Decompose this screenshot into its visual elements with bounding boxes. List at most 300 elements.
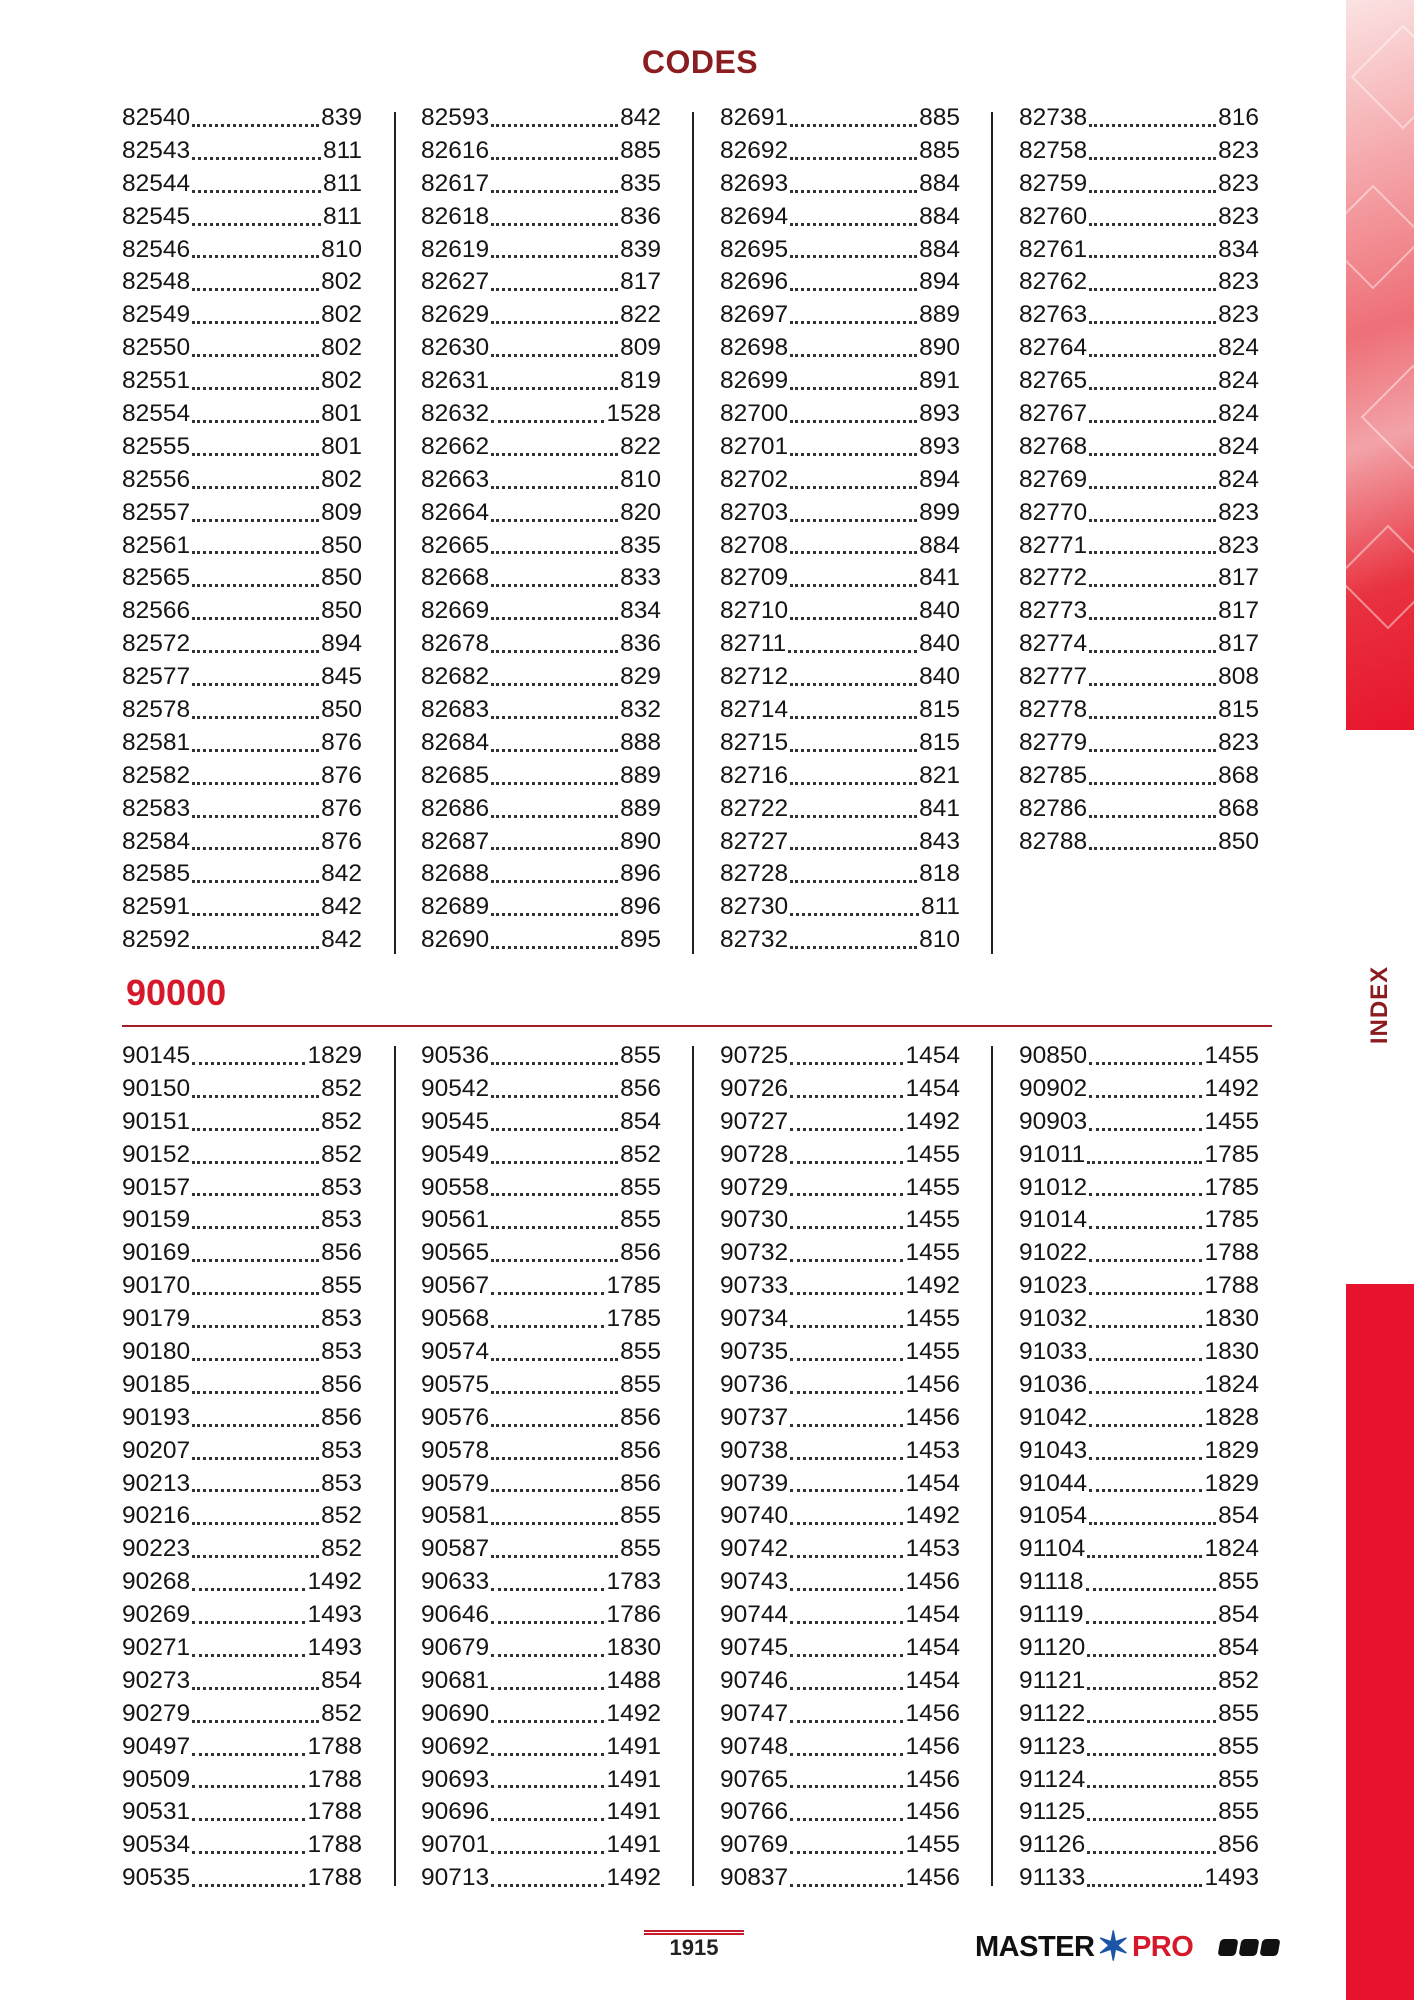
index-entry <box>720 1566 960 1599</box>
entry-code: 82691 <box>720 104 789 131</box>
entry-page: 1829 <box>1204 1469 1259 1497</box>
index-entry <box>421 891 661 924</box>
index-column <box>720 1040 960 1895</box>
index-entry <box>421 793 661 826</box>
entry-page: 896 <box>620 893 661 921</box>
entry-code: 90734 <box>720 1305 789 1333</box>
dot-leader <box>1089 354 1216 357</box>
index-entry <box>1019 1336 1259 1369</box>
index-entry <box>1019 1270 1259 1303</box>
entry-code: 82788 <box>1019 827 1088 855</box>
index-entry <box>720 793 960 826</box>
entry-page: 1829 <box>307 1042 362 1069</box>
entry-page: 839 <box>620 235 661 263</box>
dot-leader <box>192 1555 319 1558</box>
entry-code: 90737 <box>720 1403 789 1431</box>
entry-code: 82758 <box>1019 136 1088 164</box>
dot-leader <box>1087 1785 1216 1788</box>
entry-code: 90185 <box>122 1370 191 1398</box>
index-entry <box>122 760 362 793</box>
dot-leader <box>790 157 917 160</box>
entry-code: 82697 <box>720 301 789 329</box>
entry-page: 843 <box>919 827 960 855</box>
index-entry <box>421 1270 661 1303</box>
dot-leader <box>790 420 917 423</box>
entry-page: 840 <box>919 630 960 658</box>
dot-leader <box>491 486 618 489</box>
entry-code: 82584 <box>122 827 191 855</box>
index-entry <box>122 1796 362 1829</box>
entry-code: 82770 <box>1019 498 1088 526</box>
index-entry <box>421 1698 661 1731</box>
entry-code: 90568 <box>421 1305 490 1333</box>
dot-leader <box>192 551 319 554</box>
entry-code: 82566 <box>122 597 191 625</box>
dot-leader <box>790 1358 903 1361</box>
index-entry <box>122 497 362 530</box>
entry-page: 855 <box>620 1535 661 1563</box>
entry-code: 82627 <box>421 268 490 296</box>
index-entry <box>122 1862 362 1895</box>
dot-leader <box>790 815 917 818</box>
index-entry <box>421 1073 661 1106</box>
entry-code: 90837 <box>720 1864 789 1892</box>
index-entry <box>1019 760 1259 793</box>
entry-code: 91054 <box>1019 1502 1088 1530</box>
index-entry <box>122 431 362 464</box>
entry-page: 1788 <box>307 1732 362 1760</box>
entry-code: 82701 <box>720 432 789 460</box>
entry-page: 1528 <box>606 400 661 428</box>
entry-page: 852 <box>1218 1666 1259 1694</box>
entry-code: 90567 <box>421 1272 490 1300</box>
index-entry <box>122 1336 362 1369</box>
dot-leader <box>192 1457 319 1460</box>
entry-code: 82548 <box>122 268 191 296</box>
entry-code: 90561 <box>421 1206 490 1234</box>
entry-page: 818 <box>919 860 960 888</box>
index-entry <box>1019 1237 1259 1270</box>
dot-leader <box>491 1785 604 1788</box>
index-entry <box>122 234 362 267</box>
dot-leader <box>1087 1884 1202 1887</box>
column-divider <box>692 112 694 954</box>
dot-leader <box>192 190 321 193</box>
entry-page: 852 <box>321 1074 362 1102</box>
index-entry <box>122 1303 362 1336</box>
entry-page: 802 <box>321 334 362 362</box>
entry-code: 82708 <box>720 531 789 559</box>
dot-leader <box>192 1424 319 1427</box>
index-entry <box>1019 1468 1259 1501</box>
entry-code: 90273 <box>122 1666 191 1694</box>
dot-leader <box>491 1884 604 1887</box>
index-entry <box>1019 1139 1259 1172</box>
dot-leader <box>790 1588 903 1591</box>
entry-code: 82540 <box>122 104 191 131</box>
index-entry <box>720 1270 960 1303</box>
index-entry <box>421 201 661 234</box>
index-entry <box>421 497 661 530</box>
dot-leader <box>192 1226 319 1229</box>
dot-leader <box>790 486 917 489</box>
entry-code: 90145 <box>122 1042 191 1069</box>
entry-code: 90633 <box>421 1568 490 1596</box>
index-entry <box>122 168 362 201</box>
brand-mark-icon <box>1219 1939 1282 1956</box>
index-entry <box>1019 201 1259 234</box>
entry-page: 835 <box>620 169 661 197</box>
entry-page: 852 <box>321 1699 362 1727</box>
dot-leader <box>192 1884 305 1887</box>
dot-leader <box>192 1292 319 1295</box>
dot-leader <box>192 1621 305 1624</box>
index-entry <box>122 1500 362 1533</box>
entry-page: 855 <box>321 1272 362 1300</box>
entry-code: 82699 <box>720 367 789 395</box>
index-entry <box>720 1862 960 1895</box>
dot-leader <box>1087 1555 1202 1558</box>
entry-code: 82686 <box>421 794 490 822</box>
entry-code: 90903 <box>1019 1107 1088 1135</box>
entry-page: 1788 <box>307 1864 362 1892</box>
entry-code: 90509 <box>122 1765 191 1793</box>
dot-leader <box>192 486 319 489</box>
page-title: CODES <box>641 44 759 80</box>
entry-page: 823 <box>1218 301 1259 329</box>
dot-leader <box>491 1457 618 1460</box>
entry-page: 894 <box>919 465 960 493</box>
entry-page: 841 <box>919 564 960 592</box>
entry-page: 802 <box>321 301 362 329</box>
dot-leader <box>1089 650 1216 653</box>
entry-page: 1788 <box>1204 1272 1259 1300</box>
section-heading: 90000 <box>126 972 227 1013</box>
dot-leader <box>192 1193 319 1196</box>
entry-page: 810 <box>321 235 362 263</box>
entry-code: 82618 <box>421 202 490 230</box>
entry-page: 850 <box>321 531 362 559</box>
entry-code: 90690 <box>421 1699 490 1727</box>
entry-code: 91133 <box>1019 1864 1086 1892</box>
index-entry <box>720 1204 960 1237</box>
entry-page: 1455 <box>905 1831 960 1859</box>
dot-leader <box>790 749 917 752</box>
entry-page: 1493 <box>307 1634 362 1662</box>
entry-code: 90850 <box>1019 1042 1088 1069</box>
entry-page: 1455 <box>905 1305 960 1333</box>
index-entry <box>720 299 960 332</box>
entry-code: 82777 <box>1019 663 1088 691</box>
entry-page: 885 <box>620 136 661 164</box>
logo-word-pro: PRO <box>1131 1930 1194 1963</box>
dot-leader <box>1089 584 1216 587</box>
dot-leader <box>192 1851 305 1854</box>
entry-page: 889 <box>919 301 960 329</box>
entry-code: 90765 <box>720 1765 789 1793</box>
dot-leader <box>1089 1062 1202 1065</box>
entry-page: 840 <box>919 597 960 625</box>
index-entry <box>720 168 960 201</box>
entry-page: 1785 <box>1204 1173 1259 1201</box>
entry-page: 856 <box>620 1239 661 1267</box>
entry-code: 90743 <box>720 1568 789 1596</box>
index-entry <box>421 1533 661 1566</box>
dot-leader <box>790 1193 903 1196</box>
index-entry <box>122 1731 362 1764</box>
dot-leader <box>192 847 319 850</box>
index-entry <box>122 1204 362 1237</box>
entry-page: 853 <box>321 1305 362 1333</box>
entry-code: 91122 <box>1019 1699 1086 1727</box>
entry-code: 82722 <box>720 794 789 822</box>
entry-code: 82583 <box>122 794 191 822</box>
decorative-diamond <box>1346 185 1414 290</box>
dot-leader <box>491 584 618 587</box>
entry-page: 842 <box>620 104 661 131</box>
entry-page: 1785 <box>1204 1206 1259 1234</box>
dot-leader <box>491 1193 618 1196</box>
dot-leader <box>491 617 618 620</box>
index-entry <box>720 1402 960 1435</box>
entry-page: 1456 <box>905 1370 960 1398</box>
entry-code: 90575 <box>421 1370 490 1398</box>
dot-leader <box>790 946 917 949</box>
entry-code: 82759 <box>1019 169 1088 197</box>
entry-code: 90735 <box>720 1338 789 1366</box>
index-column <box>1019 102 1259 957</box>
index-entry <box>421 562 661 595</box>
entry-page: 1824 <box>1204 1535 1259 1563</box>
dot-leader <box>192 1358 319 1361</box>
dot-leader <box>192 354 319 357</box>
dot-leader <box>1089 223 1216 226</box>
index-entry <box>720 266 960 299</box>
index-entry <box>122 1369 362 1402</box>
entry-page: 855 <box>1218 1568 1259 1596</box>
entry-code: 82763 <box>1019 301 1088 329</box>
dot-leader <box>491 1062 618 1065</box>
index-entry <box>421 1599 661 1632</box>
index-entry <box>1019 102 1259 135</box>
entry-code: 90169 <box>122 1239 191 1267</box>
entry-page: 1785 <box>606 1272 661 1300</box>
index-entry <box>1019 1796 1259 1829</box>
entry-page: 853 <box>321 1338 362 1366</box>
entry-page: 888 <box>620 728 661 756</box>
entry-page: 1456 <box>905 1765 960 1793</box>
index-entry <box>421 1336 661 1369</box>
index-entry <box>720 1764 960 1797</box>
index-entry <box>1019 1204 1259 1237</box>
entry-page: 839 <box>321 104 362 131</box>
entry-page: 1454 <box>905 1634 960 1662</box>
index-entry <box>122 1599 362 1632</box>
index-entry <box>122 891 362 924</box>
entry-code: 82778 <box>1019 696 1088 724</box>
dot-leader <box>491 519 618 522</box>
dot-leader <box>491 1654 604 1657</box>
entry-code: 90578 <box>421 1436 490 1464</box>
index-entry <box>421 266 661 299</box>
entry-page: 815 <box>919 728 960 756</box>
side-decoration-top <box>1346 0 1414 730</box>
index-entry <box>122 1402 362 1435</box>
index-entry <box>1019 661 1259 694</box>
dot-leader <box>192 1062 305 1065</box>
dot-leader <box>790 1522 903 1525</box>
dot-leader <box>192 1818 305 1821</box>
entry-page: 815 <box>919 696 960 724</box>
entry-code: 90739 <box>720 1469 789 1497</box>
index-entry <box>122 1764 362 1797</box>
entry-code: 82761 <box>1019 235 1088 263</box>
entry-code: 82785 <box>1019 761 1088 789</box>
dot-leader <box>790 1161 903 1164</box>
entry-code: 82769 <box>1019 465 1088 493</box>
entry-code: 90744 <box>720 1601 789 1629</box>
dot-leader <box>192 880 319 883</box>
index-tab-label: INDEX <box>1366 965 1394 1045</box>
dot-leader <box>192 782 319 785</box>
entry-page: 854 <box>1218 1502 1259 1530</box>
dot-leader <box>491 288 618 291</box>
entry-code: 82668 <box>421 564 490 592</box>
entry-code: 90579 <box>421 1469 490 1497</box>
dot-leader <box>192 124 319 127</box>
decorative-diamond <box>1346 525 1414 630</box>
dot-leader <box>491 387 618 390</box>
entry-code: 90180 <box>122 1338 191 1366</box>
entry-page: 894 <box>321 630 362 658</box>
index-entry <box>720 562 960 595</box>
dot-leader <box>790 551 917 554</box>
index-entry <box>122 694 362 727</box>
index-entry <box>720 1665 960 1698</box>
dot-leader <box>1089 157 1216 160</box>
dot-leader <box>1089 420 1216 423</box>
dot-leader <box>790 1259 903 1262</box>
entry-code: 82688 <box>421 860 490 888</box>
dot-leader <box>790 782 917 785</box>
entry-page: 1828 <box>1204 1403 1259 1431</box>
entry-code: 90713 <box>421 1864 490 1892</box>
index-entry <box>421 299 661 332</box>
entry-code: 82593 <box>421 104 490 131</box>
index-entry <box>421 1468 661 1501</box>
entry-page: 1454 <box>905 1042 960 1069</box>
entry-page: 834 <box>1218 235 1259 263</box>
entry-code: 90157 <box>122 1173 191 1201</box>
entry-code: 90742 <box>720 1535 789 1563</box>
entry-code: 82557 <box>122 498 191 526</box>
index-entry <box>421 1040 661 1073</box>
entry-page: 1492 <box>905 1502 960 1530</box>
entry-code: 82619 <box>421 235 490 263</box>
entry-page: 1788 <box>307 1831 362 1859</box>
entry-page: 1785 <box>606 1305 661 1333</box>
dot-leader <box>192 1588 305 1591</box>
dot-leader <box>491 1720 604 1723</box>
entry-page: 842 <box>321 860 362 888</box>
entry-code: 90565 <box>421 1239 490 1267</box>
entry-code: 90207 <box>122 1436 191 1464</box>
entry-page: 809 <box>321 498 362 526</box>
dot-leader <box>491 1489 618 1492</box>
entry-code: 82709 <box>720 564 789 592</box>
index-entry <box>1019 1731 1259 1764</box>
section-heading-rule <box>122 1025 1272 1027</box>
entry-code: 90581 <box>421 1502 490 1530</box>
dot-leader <box>1089 716 1216 719</box>
dot-leader <box>790 1785 903 1788</box>
dot-leader <box>1089 255 1216 258</box>
dot-leader <box>790 1292 903 1295</box>
entry-code: 82774 <box>1019 630 1088 658</box>
entry-code: 82711 <box>720 630 787 658</box>
index-entry <box>421 1665 661 1698</box>
entry-code: 90728 <box>720 1140 789 1168</box>
entry-code: 90701 <box>421 1831 490 1859</box>
index-entry <box>1019 234 1259 267</box>
entry-code: 82591 <box>122 893 191 921</box>
index-entry <box>720 661 960 694</box>
entry-page: 1786 <box>606 1601 661 1629</box>
entry-page: 895 <box>620 926 661 954</box>
entry-page: 852 <box>620 1140 661 1168</box>
dot-leader <box>790 1325 903 1328</box>
index-entry <box>720 1435 960 1468</box>
dot-leader <box>1087 1851 1216 1854</box>
entry-page: 1492 <box>307 1568 362 1596</box>
dot-leader <box>790 1621 903 1624</box>
dot-leader <box>192 1687 319 1690</box>
index-entry <box>1019 464 1259 497</box>
index-entry <box>1019 562 1259 595</box>
index-entry <box>421 1303 661 1336</box>
entry-page: 852 <box>321 1140 362 1168</box>
entry-code: 90542 <box>421 1074 490 1102</box>
entry-code: 90693 <box>421 1765 490 1793</box>
entry-page: 801 <box>321 432 362 460</box>
dot-leader <box>192 255 319 258</box>
dot-leader <box>790 1128 903 1131</box>
index-tab <box>1346 960 1414 1050</box>
entry-page: 822 <box>620 301 661 329</box>
index-entry <box>720 727 960 760</box>
index-entry <box>720 1369 960 1402</box>
entry-code: 90727 <box>720 1107 789 1135</box>
entry-code: 90679 <box>421 1634 490 1662</box>
entry-code: 82687 <box>421 827 490 855</box>
entry-page: 1488 <box>606 1666 661 1694</box>
entry-code: 90279 <box>122 1699 191 1727</box>
index-entry <box>720 530 960 563</box>
index-entry <box>720 760 960 793</box>
index-entry <box>1019 1566 1259 1599</box>
index-entry <box>122 332 362 365</box>
dot-leader <box>491 1687 604 1690</box>
entry-page: 820 <box>620 498 661 526</box>
entry-page: 894 <box>919 268 960 296</box>
index-entry <box>1019 793 1259 826</box>
dot-leader <box>192 1128 319 1131</box>
entry-page: 885 <box>919 136 960 164</box>
entry-page: 856 <box>620 1074 661 1102</box>
dot-leader <box>1089 453 1216 456</box>
dot-leader <box>491 1226 618 1229</box>
index-entry <box>720 102 960 135</box>
